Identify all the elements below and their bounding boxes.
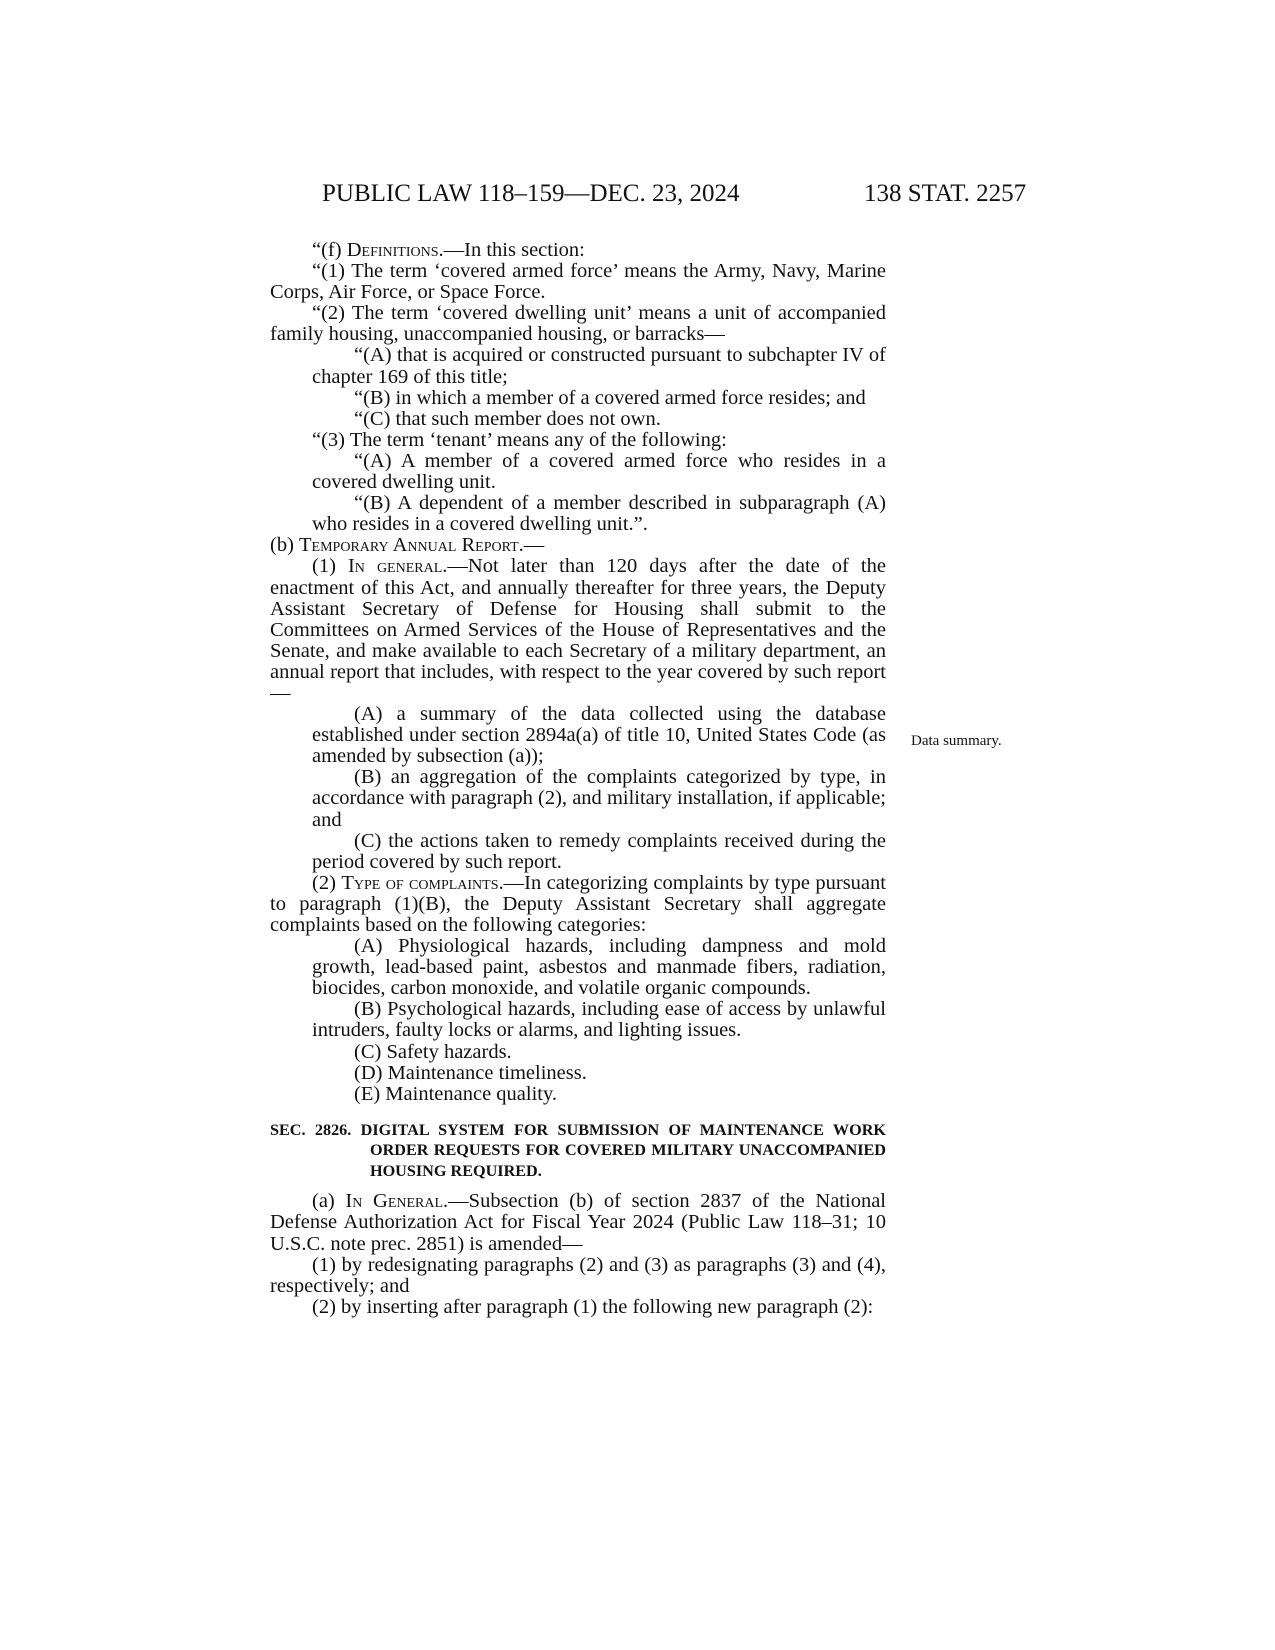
- paragraph-b1A: (A) a summary of the data collected using the database established under section 2894a(a) of title 10, United States Code (as amended by subsection (a));: [312, 703, 886, 768]
- paragraph-f2B: “(B) in which a member of a covered armed force resides; and: [354, 386, 866, 409]
- page-header: [0, 180, 1275, 220]
- paragraph-b2C: (C) Safety hazards.: [354, 1040, 512, 1063]
- paragraph-f2: “(2) The term ‘covered dwelling unit’ means a unit of accompanied family housing, unaccompanied housing, or barracks—: [270, 302, 886, 346]
- paragraph-f3B: “(B) A dependent of a member described in subparagraph (A) who resides in a covered dwelling unit.”.: [312, 492, 886, 536]
- subsection-a: (a) In General.—Subsection (b) of section 2837 of the National Defense Authorization Act for Fiscal Year 2024 (Public Law 118–31; 10 U.S.C. note prec. 2851) is amended—: [270, 1190, 886, 1255]
- paragraph-f2C: “(C) that such member does not own.: [354, 407, 661, 430]
- paragraph-f3A: “(A) A member of a covered armed force who resides in a covered dwelling unit.: [312, 449, 886, 494]
- paragraph-a1: (1) by redesignating paragraphs (2) and (3) as paragraphs (3) and (4), respectively; and: [270, 1253, 886, 1297]
- margin-note: Data summary.: [911, 733, 1002, 749]
- subsection-f-heading: “(f) Definitions.—In this section:: [312, 239, 585, 261]
- paragraph-b1: (1) In general.—Not later than 120 days after the date of the enactment of this Act, and annually thereafter for three years, the Deputy Assistant Secretary of Defense for Housing shall submit to the Committees on Armed Services of the House of Representatives and the Senate, and make available to each Secretary of a military department, an annual report that includes, with respect to the year covered by such report—: [270, 555, 886, 704]
- header-title: PUBLIC LAW 118–159—DEC. 23, 2024: [322, 180, 740, 207]
- paragraph-b2B: (B) Psychological hazards, including ease of access by unlawful intruders, faulty locks or alarms, and lighting issues.: [312, 998, 886, 1042]
- paragraph-f3: “(3) The term ‘tenant’ means any of the following:: [312, 428, 727, 451]
- paragraph-b1C: (C) the actions taken to remedy complaints received during the period covered by such report.: [312, 829, 886, 873]
- section-heading: SEC. 2826. DIGITAL SYSTEM FOR SUBMISSION OF MAINTENANCE WORK ORDER REQUESTS FOR COVERED MILITARY UNACCOMPANIED HOUSING REQUIRED.: [270, 1120, 886, 1180]
- paragraph-b2A: (A) Physiological hazards, including dampness and mold growth, lead-based paint, asbestos and manmade fibers, radiation, biocides, carbon monoxide, and volatile organic compounds.: [312, 935, 886, 1000]
- paragraph-b2E: (E) Maintenance quality.: [354, 1082, 558, 1105]
- paragraph-b1B: (B) an aggregation of the complaints categorized by type, in accordance with paragraph (2), and military installation, if applicable; and: [312, 766, 886, 831]
- document-body: [270, 240, 886, 1318]
- paragraph-b2: (2) Type of complaints.—In categorizing complaints by type pursuant to paragraph (1)(B), the Deputy Assistant Secretary shall aggregate complaints based on the following categories:: [270, 871, 886, 936]
- header-page-number: 138 STAT. 2257: [864, 180, 1027, 207]
- subsection-b-heading: (b) Temporary Annual Report.—: [270, 534, 545, 557]
- paragraph-f2A: “(A) that is acquired or constructed pursuant to subchapter IV of chapter 169 of this title;: [312, 344, 886, 388]
- paragraph-b2D: (D) Maintenance timeliness.: [354, 1061, 587, 1084]
- paragraph-a2: (2) by inserting after paragraph (1) the following new paragraph (2):: [312, 1295, 874, 1318]
- paragraph-f1: “(1) The term ‘covered armed force’ means the Army, Navy, Marine Corps, Air Force, or Space Force.: [270, 260, 886, 304]
